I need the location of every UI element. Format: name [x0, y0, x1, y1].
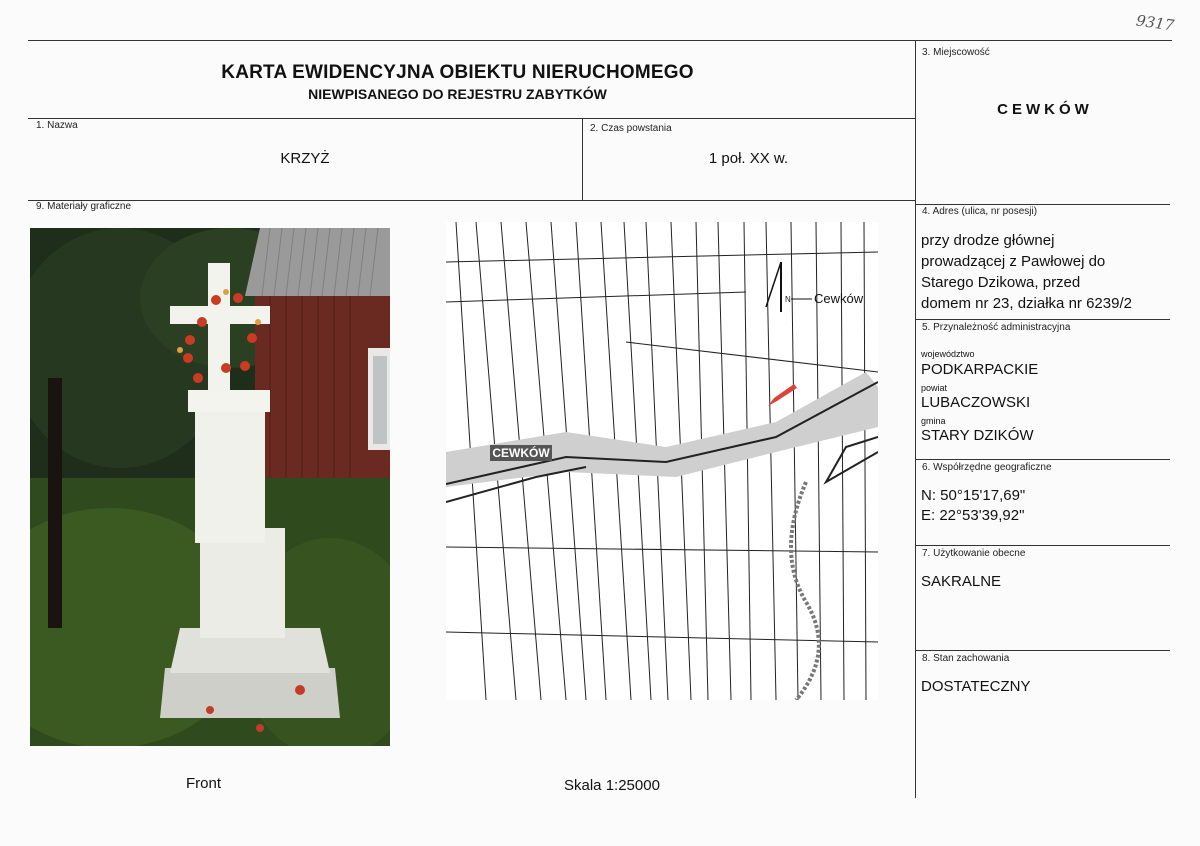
address-rule	[915, 204, 1170, 205]
materials-rule	[28, 200, 915, 201]
wojewodztwo-value: PODKARPACKIE	[921, 361, 1039, 378]
wojewodztwo-label: województwo	[921, 349, 975, 359]
map-pointer-label: Cewków	[814, 291, 864, 306]
photo-caption: Front	[186, 775, 222, 792]
czas-value: 1 poł. XX w.	[708, 150, 789, 167]
admin-rule	[915, 319, 1170, 320]
czas-label: 2. Czas powstania	[590, 123, 672, 134]
location-map-image	[446, 222, 878, 700]
nazwa-label: 1. Nazwa	[36, 120, 78, 131]
archive-number: 9317	[1134, 11, 1176, 35]
wspolrzedne-label: 6. Współrzędne geograficzne	[922, 462, 1052, 473]
coords-rule	[915, 459, 1170, 460]
north-label: N	[785, 295, 791, 304]
cross-photo-image	[30, 228, 390, 746]
stan-label: 8. Stan zachowania	[922, 653, 1010, 664]
przynaleznosc-label: 5. Przynależność administracyjna	[922, 322, 1071, 333]
map-caption: Skala 1:25000	[564, 777, 660, 794]
location-map	[446, 222, 878, 700]
cross-photo	[30, 228, 390, 746]
miejscowosc-value: CEWKÓW	[997, 101, 1093, 118]
document-title: KARTA EWIDENCYJNA OBIEKTU NIERUCHOMEGO	[221, 62, 694, 83]
adres-value	[921, 230, 1171, 314]
uzytkowanie-value: SAKRALNE	[921, 573, 1002, 590]
nazwa-value: KRZYŻ	[280, 150, 330, 167]
adres-line: prowadzącej z Pawłowej do	[921, 253, 1106, 270]
gmina-value: STARY DZIKÓW	[921, 427, 1034, 444]
top-rule	[28, 40, 1172, 41]
gmina-label: gmina	[921, 416, 946, 426]
adres-line: Starego Dzikowa, przed	[921, 274, 1081, 291]
usage-rule	[915, 545, 1170, 546]
miejscowosc-label: 3. Miejscowość	[922, 47, 990, 58]
adres-label: 4. Adres (ulica, nr posesji)	[922, 206, 1038, 217]
latitude-value: N: 50°15'17,69"	[921, 487, 1026, 504]
powiat-value: LUBACZOWSKI	[921, 394, 1031, 411]
right-column-rule	[915, 40, 916, 798]
map-village-label: CEWKÓW	[492, 446, 550, 460]
document-subtitle: NIEWPISANEGO DO REJESTRU ZABYTKÓW	[308, 86, 607, 102]
powiat-label: powiat	[921, 383, 948, 393]
adres-line: domem nr 23, działka nr 6239/2	[921, 295, 1132, 312]
stan-value: DOSTATECZNY	[921, 678, 1031, 695]
condition-rule	[915, 650, 1170, 651]
longitude-value: E: 22°53'39,92"	[921, 507, 1025, 524]
adres-line: przy drodze głównej	[921, 232, 1055, 249]
uzytkowanie-label: 7. Użytkowanie obecne	[922, 548, 1026, 559]
materialy-label: 9. Materiały graficzne	[36, 201, 132, 212]
title-rule	[28, 118, 915, 119]
